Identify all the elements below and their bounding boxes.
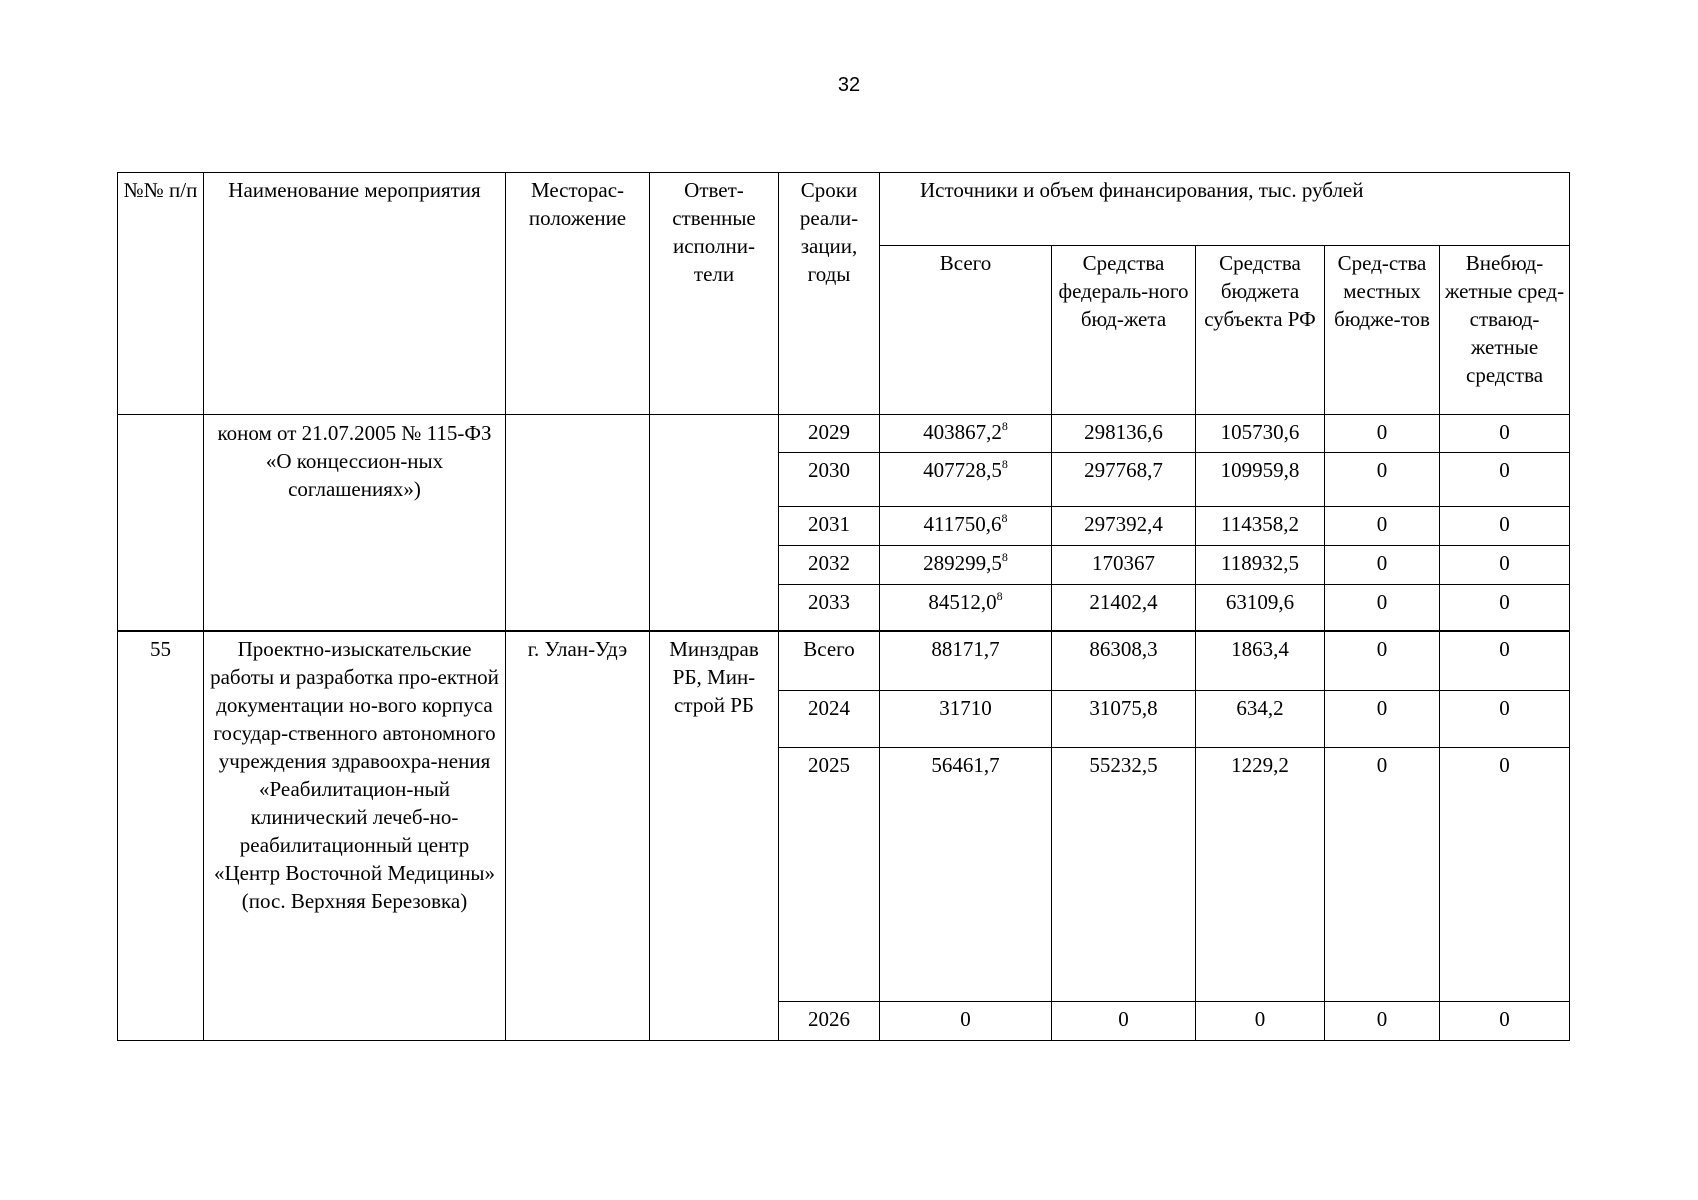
cell-total	[880, 748, 1052, 1002]
cell-extra-value: 0	[1499, 696, 1510, 720]
cell-regional-value: 0	[1254, 1007, 1266, 1031]
header-total: Всего	[880, 246, 1052, 415]
cell-year-value: 2024	[808, 696, 850, 720]
cell-total	[880, 691, 1052, 748]
cell-year-value: 2025	[808, 753, 850, 777]
cell-year	[779, 1002, 880, 1041]
cell-local-value: 0	[1376, 551, 1388, 575]
cell-federal	[1052, 507, 1196, 546]
cell-federal-value: 86308,3	[1089, 636, 1158, 661]
header-terms: Сроки реали-зации, годы	[779, 173, 880, 415]
cell-extra-value: 0	[1499, 590, 1510, 614]
cell-federal	[1052, 585, 1196, 631]
cell-total	[880, 546, 1052, 585]
cell-federal-value: 55232,5	[1089, 753, 1158, 777]
cell-federal	[1052, 415, 1196, 453]
cell-local-value: 0	[1376, 696, 1388, 720]
cell-regional	[1196, 748, 1325, 1002]
cell-total	[880, 1002, 1052, 1041]
cell-total-value: 407728,5	[923, 458, 1002, 482]
cell-regional-value: 63109,6	[1225, 590, 1295, 614]
cell-federal-value: 21402,4	[1089, 590, 1158, 614]
cell-extra	[1440, 507, 1570, 546]
cell-extra	[1440, 691, 1570, 748]
cell-year-value: Всего	[803, 636, 855, 661]
cell-extra	[1440, 1002, 1570, 1041]
cell-year-value: 2029	[808, 420, 850, 444]
table-row	[118, 631, 1570, 691]
cell-federal-value: 170367	[1092, 551, 1155, 575]
cell-total-value: 56461,7	[931, 753, 1000, 777]
footnote-ref: 8	[1001, 511, 1008, 525]
cell-regional-value: 109959,8	[1220, 458, 1300, 482]
cell-local-value: 0	[1376, 753, 1388, 777]
cell-extra	[1440, 585, 1570, 631]
cell-extra-value: 0	[1499, 1007, 1510, 1031]
cell-regional-value: 1863,4	[1231, 636, 1289, 661]
header-sources: Источники и объем финансирования, тыс. рублей	[880, 173, 1570, 246]
cell-local	[1325, 631, 1440, 691]
cell-regional	[1196, 585, 1325, 631]
cell-extra	[1440, 453, 1570, 507]
cell-local	[1325, 415, 1440, 453]
row-location-cell: г. Улан-Удэ	[506, 631, 650, 1041]
cell-local	[1325, 453, 1440, 507]
cell-federal	[1052, 631, 1196, 691]
cell-local	[1325, 691, 1440, 748]
cell-total-value: 403867,2	[923, 420, 1002, 444]
cell-year	[779, 507, 880, 546]
row-executors-cell	[650, 415, 779, 631]
cell-local-value: 0	[1376, 512, 1388, 536]
cell-local	[1325, 748, 1440, 1002]
row-name-cell: коном от 21.07.2005 № 115-ФЗ «О концессион-ных соглашениях»)	[204, 415, 506, 631]
cell-regional	[1196, 507, 1325, 546]
cell-regional	[1196, 415, 1325, 453]
cell-local	[1325, 585, 1440, 631]
row-name-cell: Проектно-изыскательские работы и разработка про-ектной документации но-вого корпуса государ-ственного автономного учреждения здравоохра-нения «Реабилитацион-ный клинический лечеб-но-реабилитационный центр «Центр Восточной Медицины» (пос. Верхняя Березовка)	[204, 631, 506, 1041]
cell-local-value: 0	[1376, 1007, 1388, 1031]
header-name: Наименование мероприятия	[204, 173, 506, 415]
cell-total	[880, 631, 1052, 691]
cell-total	[880, 453, 1052, 507]
cell-year-value: 2026	[808, 1007, 850, 1031]
cell-year	[779, 631, 880, 691]
cell-local-value: 0	[1376, 458, 1388, 482]
cell-extra-value: 0	[1499, 420, 1510, 444]
header-executors: Ответ-ственные исполни-тели	[650, 173, 779, 415]
cell-total	[880, 415, 1052, 453]
cell-year-value: 2031	[808, 512, 850, 536]
table-row	[118, 415, 1570, 453]
cell-federal	[1052, 1002, 1196, 1041]
cell-federal-value: 0	[1118, 1007, 1129, 1031]
cell-total-value: 289299,5	[923, 551, 1002, 575]
cell-federal-value: 31075,8	[1089, 696, 1158, 720]
header-num: №№ п/п	[118, 173, 204, 415]
cell-year	[779, 453, 880, 507]
footnote-ref: 8	[1001, 457, 1008, 471]
cell-extra-value: 0	[1499, 551, 1510, 575]
cell-total-value: 411750,6	[923, 512, 1002, 536]
page-number: 32	[837, 74, 861, 96]
cell-extra-value: 0	[1499, 636, 1510, 661]
cell-regional	[1196, 546, 1325, 585]
row-location-cell	[506, 415, 650, 631]
cell-regional	[1196, 1002, 1325, 1041]
cell-regional-value: 114358,2	[1221, 512, 1299, 536]
cell-year	[779, 748, 880, 1002]
header-local: Сред-ства местных бюдже-тов	[1325, 246, 1440, 415]
cell-extra	[1440, 631, 1570, 691]
header-federal: Средства федераль-ного бюд-жета	[1052, 246, 1196, 415]
cell-regional-value: 634,2	[1236, 696, 1284, 720]
row-num-cell	[118, 415, 204, 631]
financing-table	[117, 172, 1570, 1041]
cell-local	[1325, 1002, 1440, 1041]
cell-federal	[1052, 748, 1196, 1002]
cell-federal	[1052, 546, 1196, 585]
cell-total-value: 31710	[939, 696, 992, 720]
cell-extra	[1440, 748, 1570, 1002]
cell-year-value: 2030	[808, 458, 850, 482]
cell-federal	[1052, 453, 1196, 507]
cell-regional	[1196, 453, 1325, 507]
cell-extra-value: 0	[1499, 753, 1510, 777]
cell-year-value: 2032	[808, 551, 850, 575]
header-extra: Внебюд-жетные сред-стваюд-жетные средства	[1440, 246, 1570, 415]
cell-total	[880, 585, 1052, 631]
cell-extra-value: 0	[1499, 512, 1510, 536]
footnote-ref: 8	[996, 589, 1003, 603]
header-location: Месторас-положение	[506, 173, 650, 415]
cell-total-value: 0	[960, 1007, 971, 1031]
cell-local-value: 0	[1376, 636, 1388, 661]
cell-regional-value: 105730,6	[1220, 420, 1300, 444]
table-body	[118, 173, 1570, 1041]
cell-year	[779, 691, 880, 748]
cell-federal-value: 298136,6	[1084, 420, 1163, 444]
cell-year	[779, 546, 880, 585]
cell-regional	[1196, 691, 1325, 748]
cell-total-value: 84512,0	[928, 590, 997, 614]
cell-federal-value: 297768,7	[1084, 458, 1163, 482]
cell-regional-value: 1229,2	[1231, 753, 1289, 777]
cell-regional-value: 118932,5	[1221, 551, 1299, 575]
cell-local	[1325, 546, 1440, 585]
cell-total	[880, 507, 1052, 546]
cell-extra	[1440, 546, 1570, 585]
cell-total-value: 88171,7	[931, 636, 1000, 661]
cell-year-value: 2033	[808, 590, 850, 614]
cell-local-value: 0	[1376, 590, 1388, 614]
cell-federal	[1052, 691, 1196, 748]
cell-federal-value: 297392,4	[1084, 512, 1163, 536]
cell-extra	[1440, 415, 1570, 453]
header-regional: Средства бюджета субъекта РФ	[1196, 246, 1325, 415]
cell-extra-value: 0	[1499, 458, 1510, 482]
row-num-cell: 55	[118, 631, 204, 1041]
cell-year	[779, 585, 880, 631]
footnote-ref: 8	[1001, 419, 1008, 433]
cell-regional	[1196, 631, 1325, 691]
row-executors-cell: Минздрав РБ, Мин-строй РБ	[650, 631, 779, 1041]
cell-local-value: 0	[1376, 420, 1388, 444]
cell-year	[779, 415, 880, 453]
footnote-ref: 8	[1001, 550, 1008, 564]
cell-local	[1325, 507, 1440, 546]
header-row-top	[118, 173, 1570, 246]
